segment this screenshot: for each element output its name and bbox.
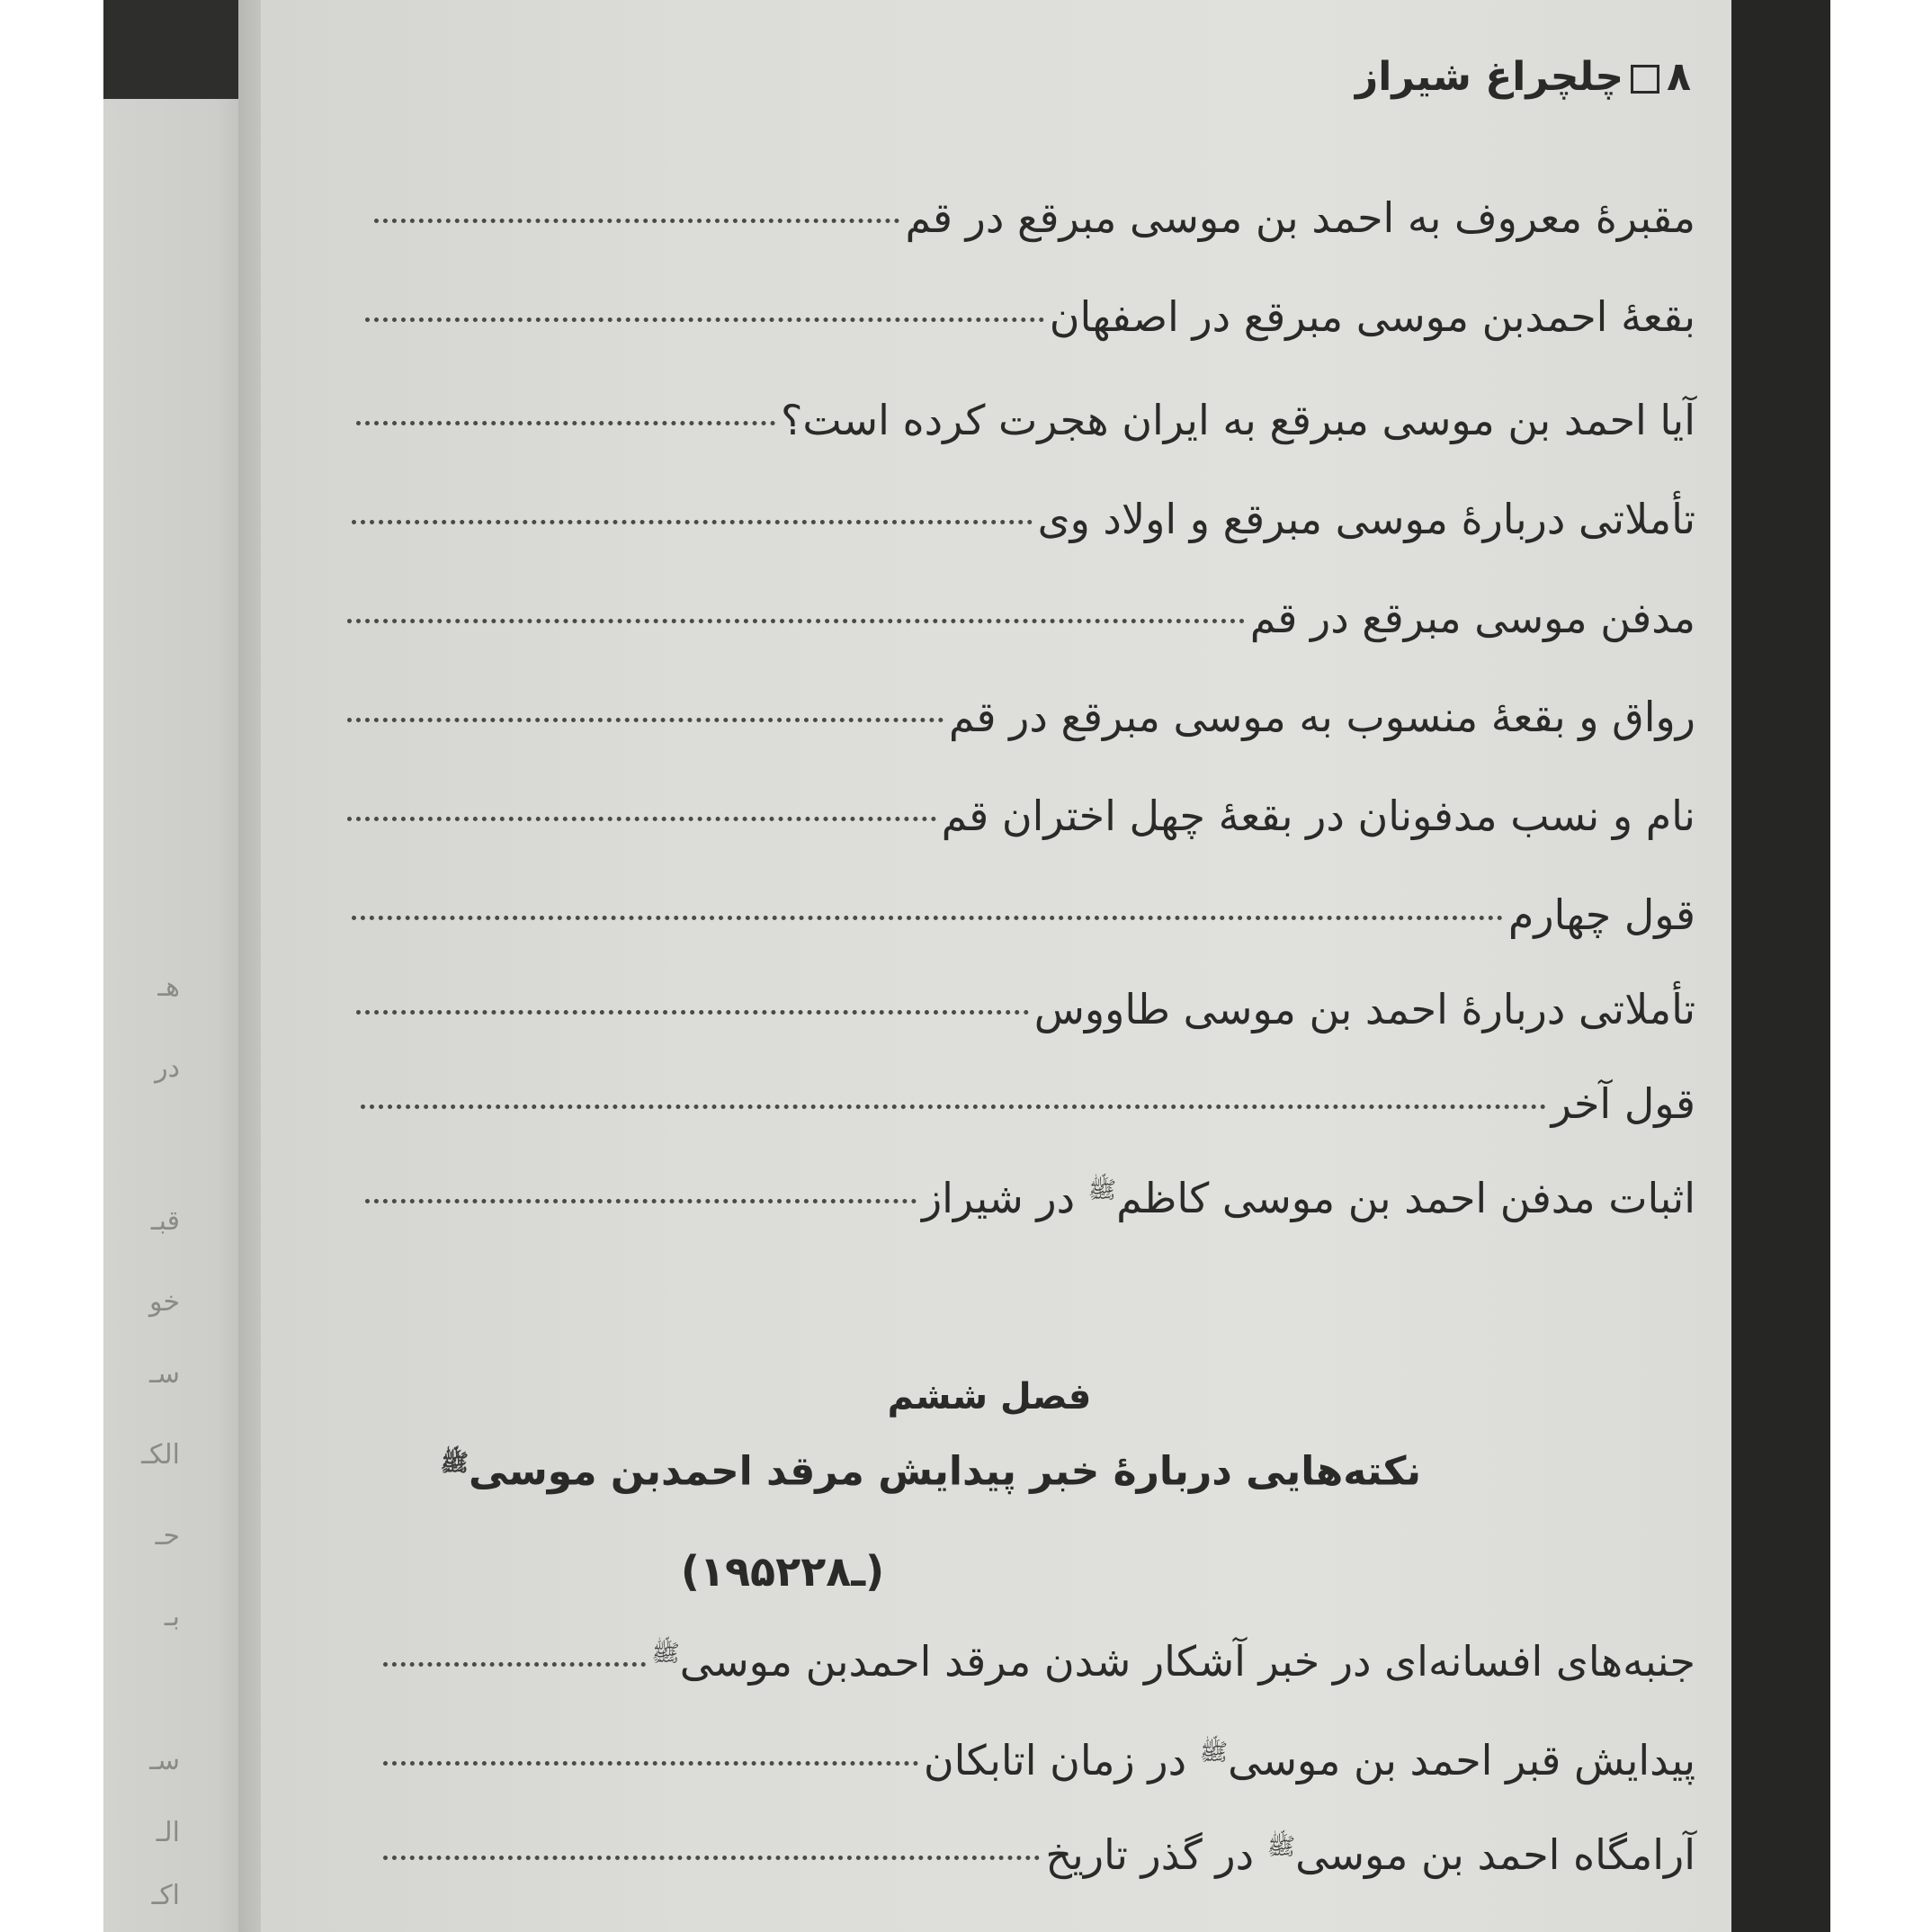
dot-leader [347, 619, 1245, 623]
toc-entry-text: آرامگاه احمد بن موسی [1295, 1830, 1695, 1879]
toc-entry[interactable] [355, 1079, 1695, 1133]
toc-entry[interactable] [378, 1736, 1695, 1790]
margin-fragment: حـ [155, 1520, 180, 1552]
toc-entry-text: پیدایش قبر احمد بن موسی [1228, 1736, 1695, 1784]
toc-entry[interactable] [378, 1830, 1695, 1884]
toc-entry-title [924, 1736, 1695, 1784]
margin-fragment: بـ [164, 1601, 180, 1632]
toc-entry-title: مدفن موسی مبرقع در قم [1249, 594, 1695, 642]
toc-entry[interactable] [342, 693, 1695, 747]
toc-entry-title: رواق و بقعهٔ منسوب به موسی مبرقع در قم [948, 693, 1695, 741]
toc-entry-title [651, 1637, 1695, 1686]
toc-entry-suffix: در شیراز [921, 1174, 1088, 1222]
dot-leader [356, 1010, 1029, 1015]
page-number: ۸ [1667, 54, 1691, 100]
honorific-symbol-icon: ﷺ [651, 1640, 680, 1668]
dot-leader [347, 817, 936, 821]
dot-leader [356, 421, 775, 425]
toc-entry-title: نام و نسب مدفونان در بقعهٔ چهل اختران قم [941, 792, 1695, 840]
toc-entry[interactable] [351, 396, 1695, 450]
margin-fragment: الـ [156, 1817, 180, 1848]
right-dark-background [1731, 0, 1830, 1932]
margin-fragment: سـ [149, 1358, 180, 1390]
toc-entry-text: اثبات مدفن احمد بن موسی کاظم [1116, 1174, 1695, 1222]
left-page-dark-corner [103, 0, 238, 99]
toc-entry[interactable] [351, 985, 1695, 1039]
toc-entry[interactable] [346, 890, 1695, 944]
page-content [261, 0, 1736, 1932]
margin-fragment: الكـ [141, 1439, 180, 1471]
toc-entry-title: قول آخر [1551, 1079, 1695, 1128]
toc-entry[interactable] [346, 495, 1695, 549]
toc-entry-title: قول چهارم [1507, 890, 1695, 939]
chapter-title [441, 1448, 1421, 1495]
toc-entry-text: جنبه‌های افسانه‌ای در خبر آشکار شدن مرقد احمدبن موسی [679, 1637, 1695, 1686]
page-header [1355, 54, 1691, 100]
honorific-symbol-icon: ﷺ [1199, 1739, 1229, 1767]
square-ornament-icon [1631, 65, 1659, 94]
toc-entry-title: بقعهٔ احمدبن موسی مبرقع در اصفهان [1049, 292, 1695, 341]
margin-fragment: خو [148, 1286, 180, 1318]
toc-entry-title: مقبرهٔ معروف به احمد بن موسی مبرقع در قم [905, 193, 1695, 242]
dot-leader [361, 1105, 1546, 1109]
toc-entry[interactable] [360, 1174, 1695, 1228]
book-title: چلچراغ شیراز [1355, 54, 1624, 100]
toc-entry-title [1045, 1830, 1695, 1879]
toc-entry-title: تأملاتی دربارهٔ احمد بن موسی طاووس [1033, 985, 1695, 1033]
dot-leader [383, 1662, 646, 1667]
dot-leader [383, 1856, 1040, 1860]
chapter-title-text: نکته‌هایی دربارهٔ خبر پیدایش مرقد احمدبن موسی [468, 1448, 1421, 1495]
margin-fragment: اكـ [151, 1880, 180, 1911]
dot-leader [374, 219, 899, 223]
dot-leader [352, 520, 1033, 524]
toc-entry-title: تأملاتی دربارهٔ موسی مبرقع و اولاد وی [1037, 495, 1695, 543]
margin-fragment: در [155, 1052, 180, 1084]
margin-fragment: سـ [149, 1745, 180, 1776]
toc-entry[interactable] [369, 193, 1695, 247]
dot-leader [365, 1199, 917, 1203]
toc-entry-suffix: در زمان اتابکان [923, 1736, 1200, 1784]
dot-leader [365, 318, 1044, 322]
margin-fragment: قبـ [150, 1205, 180, 1237]
honorific-symbol-icon: ﷺ [1266, 1833, 1296, 1861]
honorific-symbol-icon: ﷺ [1087, 1176, 1117, 1204]
margin-fragment: هـ [157, 971, 180, 1003]
dot-leader [347, 718, 944, 722]
toc-entry[interactable] [342, 792, 1695, 845]
honorific-symbol-icon: ﷺ [440, 1450, 469, 1477]
toc-entry-suffix: در گذر تاریخ [1045, 1830, 1267, 1879]
dot-leader [383, 1761, 918, 1766]
toc-entry-title: آیا احمد بن موسی مبرقع به ایران هجرت کرده است؟ [780, 396, 1695, 444]
chapter-label: فصل ششم [887, 1376, 1092, 1418]
toc-entry[interactable] [342, 594, 1695, 648]
toc-entry[interactable] [378, 1637, 1695, 1691]
toc-entry[interactable] [360, 292, 1695, 346]
left-page-margin-text [126, 899, 180, 1925]
toc-entry-title [922, 1174, 1695, 1222]
chapter-years: (۱۹۵ـ۲۲۸) [680, 1547, 885, 1596]
dot-leader [352, 916, 1503, 920]
